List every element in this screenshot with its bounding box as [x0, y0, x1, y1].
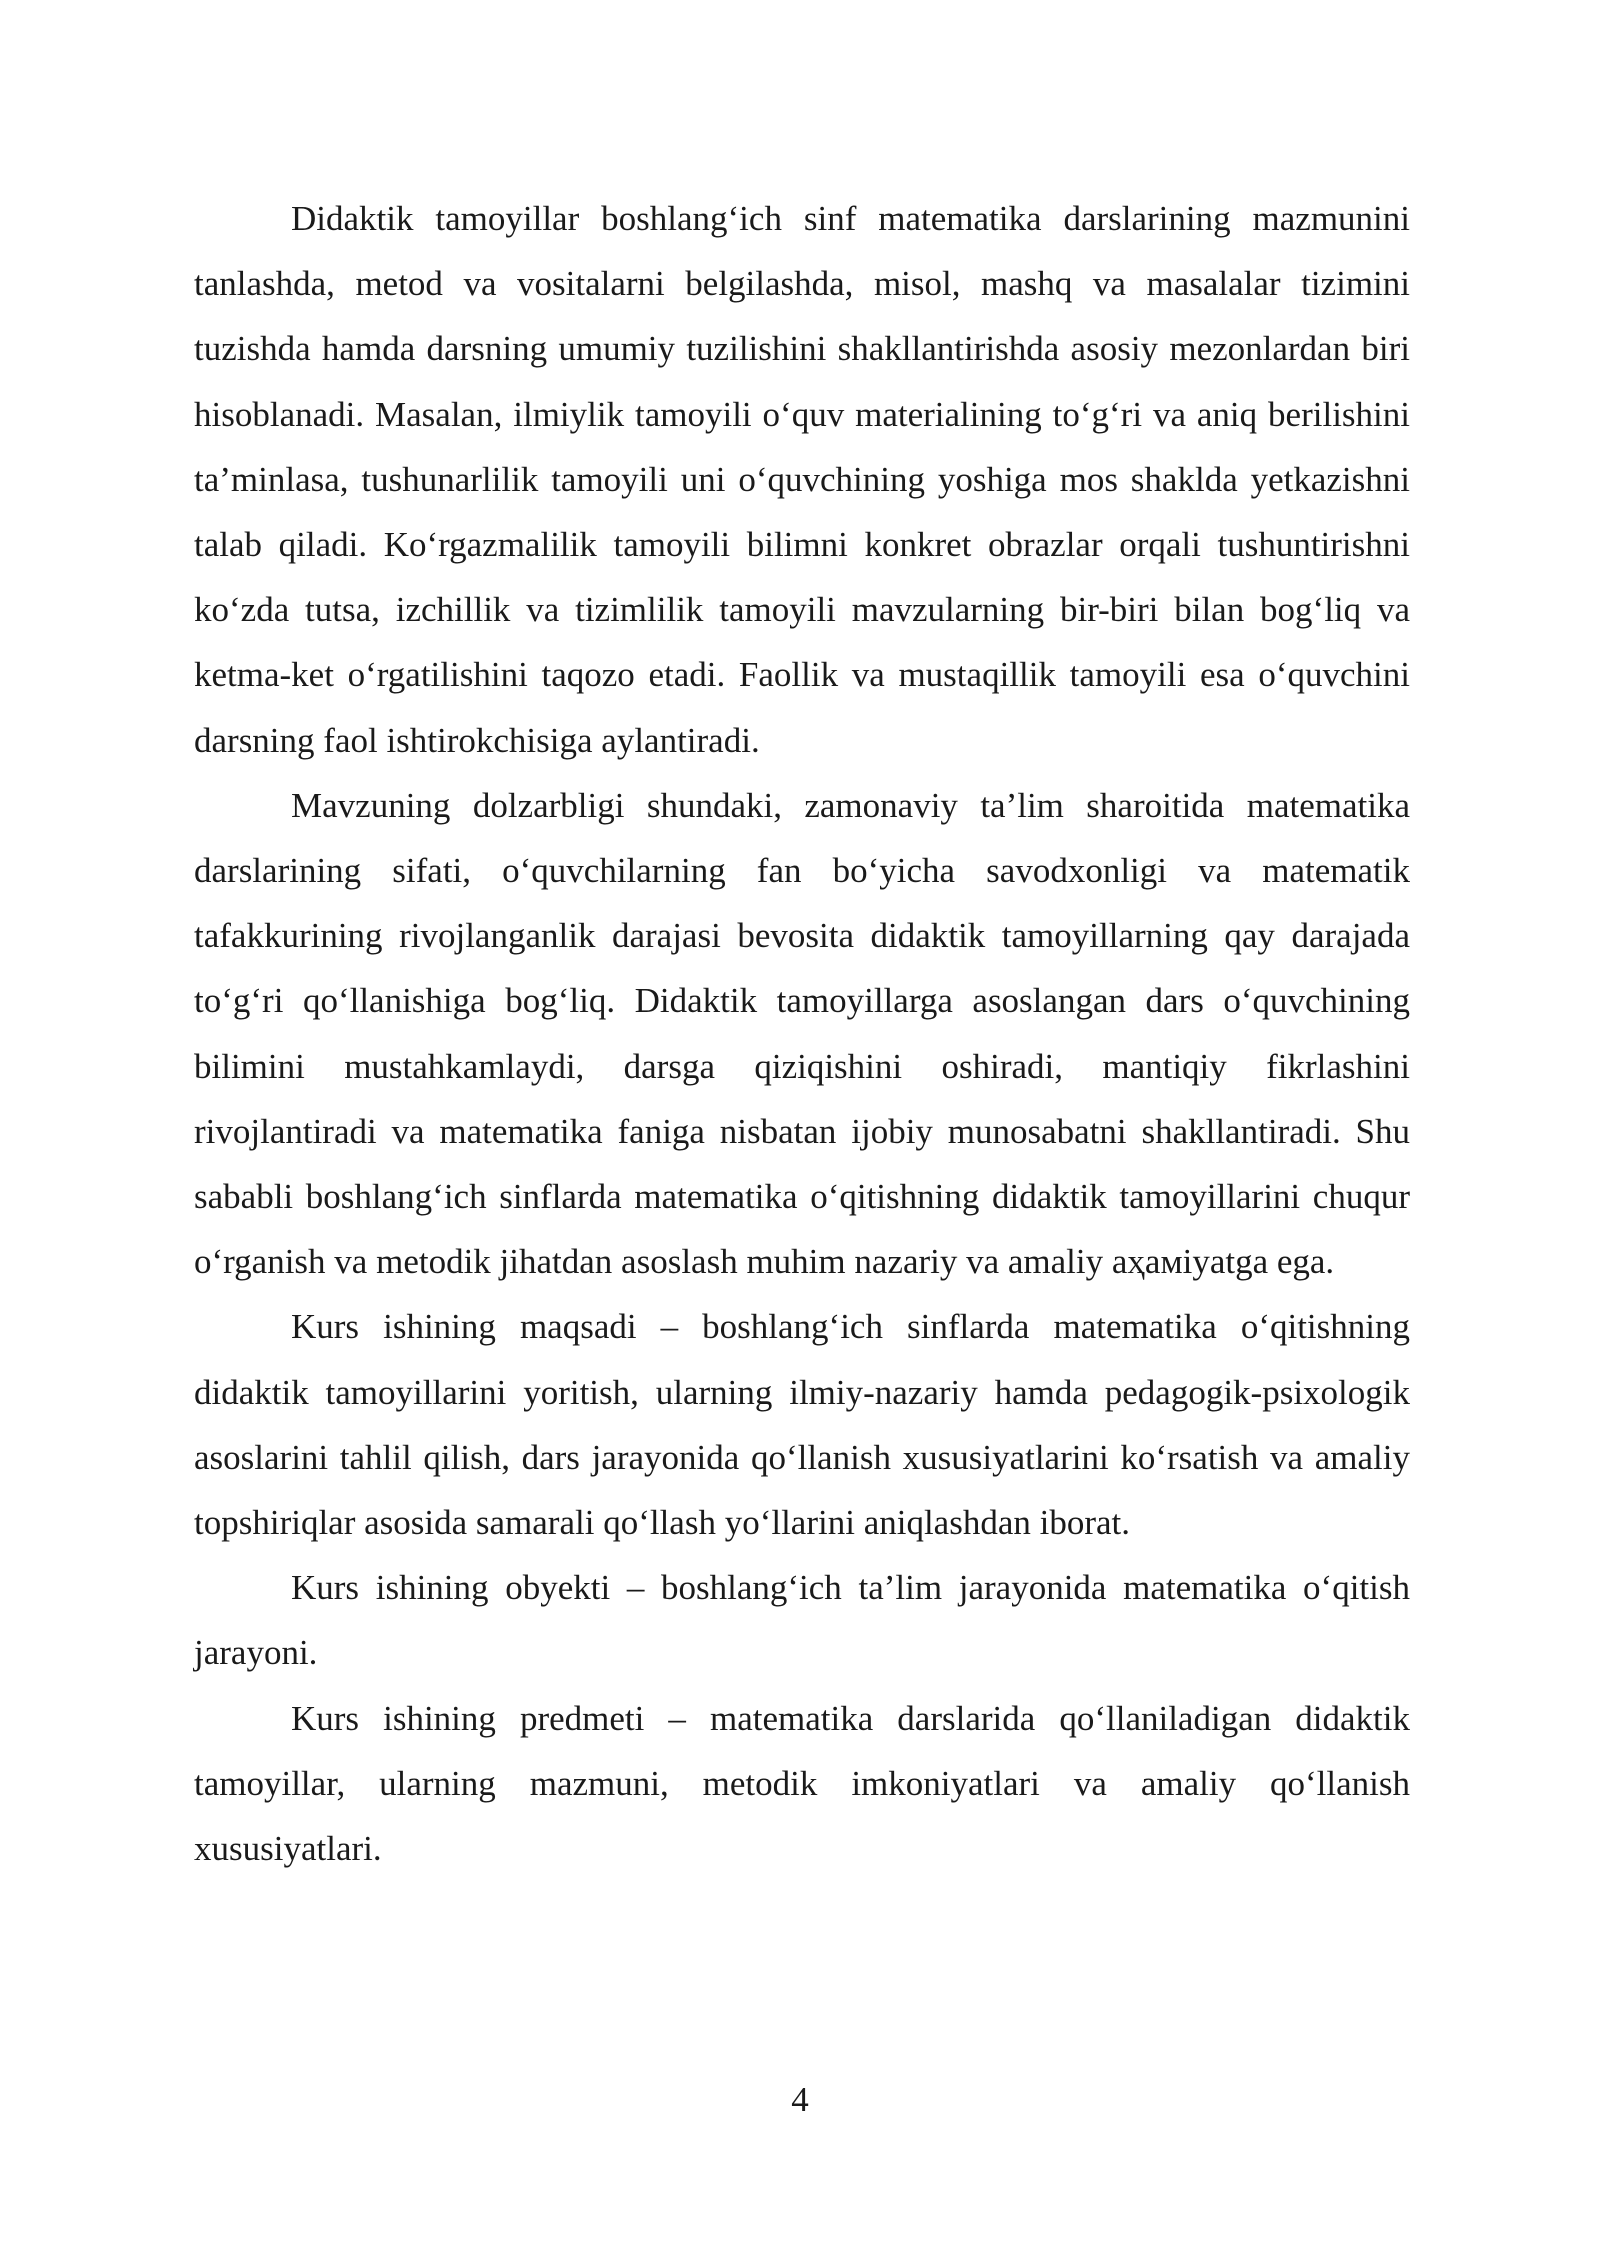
- page-number: 4: [791, 2080, 809, 2119]
- paragraph-course-goal: Kurs ishining maqsadi – boshlang‘ich sinflarda matematika o‘qitishning didaktik tamoyillarini yoritish, ularning ilmiy-nazariy hamda pedagogik-psixologik asoslarini tahlil qilish, dars jarayonida qo‘llanish xususiyatlarini ko‘rsatish va amaliy topshiriqlar asosida samarali qo‘llash yo‘llarini aniqlashdan iborat.: [194, 1307, 1410, 1543]
- paragraph-course-object: Kurs ishining obyekti – boshlang‘ich ta’lim jarayonida matematika o‘qitish jarayoni.: [194, 1568, 1410, 1673]
- page-body: [194, 186, 1410, 1881]
- paragraph-didactic-principles: Didaktik tamoyillar boshlang‘ich sinf matematika darslarining mazmunini tanlashda, metod va vositalarni belgilashda, misol, mashq va masalalar tizimini tuzishda hamda darsning umumiy tuzilishini shakllantirishda asosiy mezonlardan biri hisoblanadi. Masalan, ilmiylik tamoyili o‘quv materialining to‘g‘ri va aniq berilishini ta’minlasa, tushunarlilik tamoyili uni o‘quvchining yoshiga mos shaklda yetkazishni talab qiladi. Ko‘rgazmalilik tamoyili bilimni konkret obrazlar orqali tushuntirishni ko‘zda tutsa, izchillik va tizimlilik tamoyili mavzularning bir-biri bilan bog‘liq va ketma-ket o‘rgatilishini taqozo etadi. Faollik va mustaqillik tamoyili esa o‘quvchini darsning faol ishtirokchisiga aylantiradi.: [194, 199, 1410, 760]
- paragraph-course-subject: Kurs ishining predmeti – matematika darslarida qo‘llaniladigan didaktik tamoyillar, ularning mazmuni, metodik imkoniyatlari va amaliy qo‘llanish xususiyatlari.: [194, 1698, 1410, 1869]
- paragraph-topic-relevance: Mavzuning dolzarbligi shundaki, zamonaviy ta’lim sharoitida matematika darslarining sifati, o‘quvchilarning fan bo‘yicha savodxonligi va matematik tafakkurining rivojlanganlik darajasi bevosita didaktik tamoyillarning qay darajada to‘g‘ri qo‘llanishiga bog‘liq. Didaktik tamoyillarga asoslangan dars o‘quvchining bilimini mustahkamlaydi, darsga qiziqishini oshiradi, mantiqiy fikrlashini rivojlantiradi va matematika faniga nisbatan ijobiy munosabatni shakllantiradi. Shu sababli boshlang‘ich sinflarda matematika o‘qitishning didaktik tamoyillarini chuqur o‘rganish va metodik jihatdan asoslash muhim nazariy va amaliy aҳамiyatga ega.: [194, 785, 1410, 1282]
